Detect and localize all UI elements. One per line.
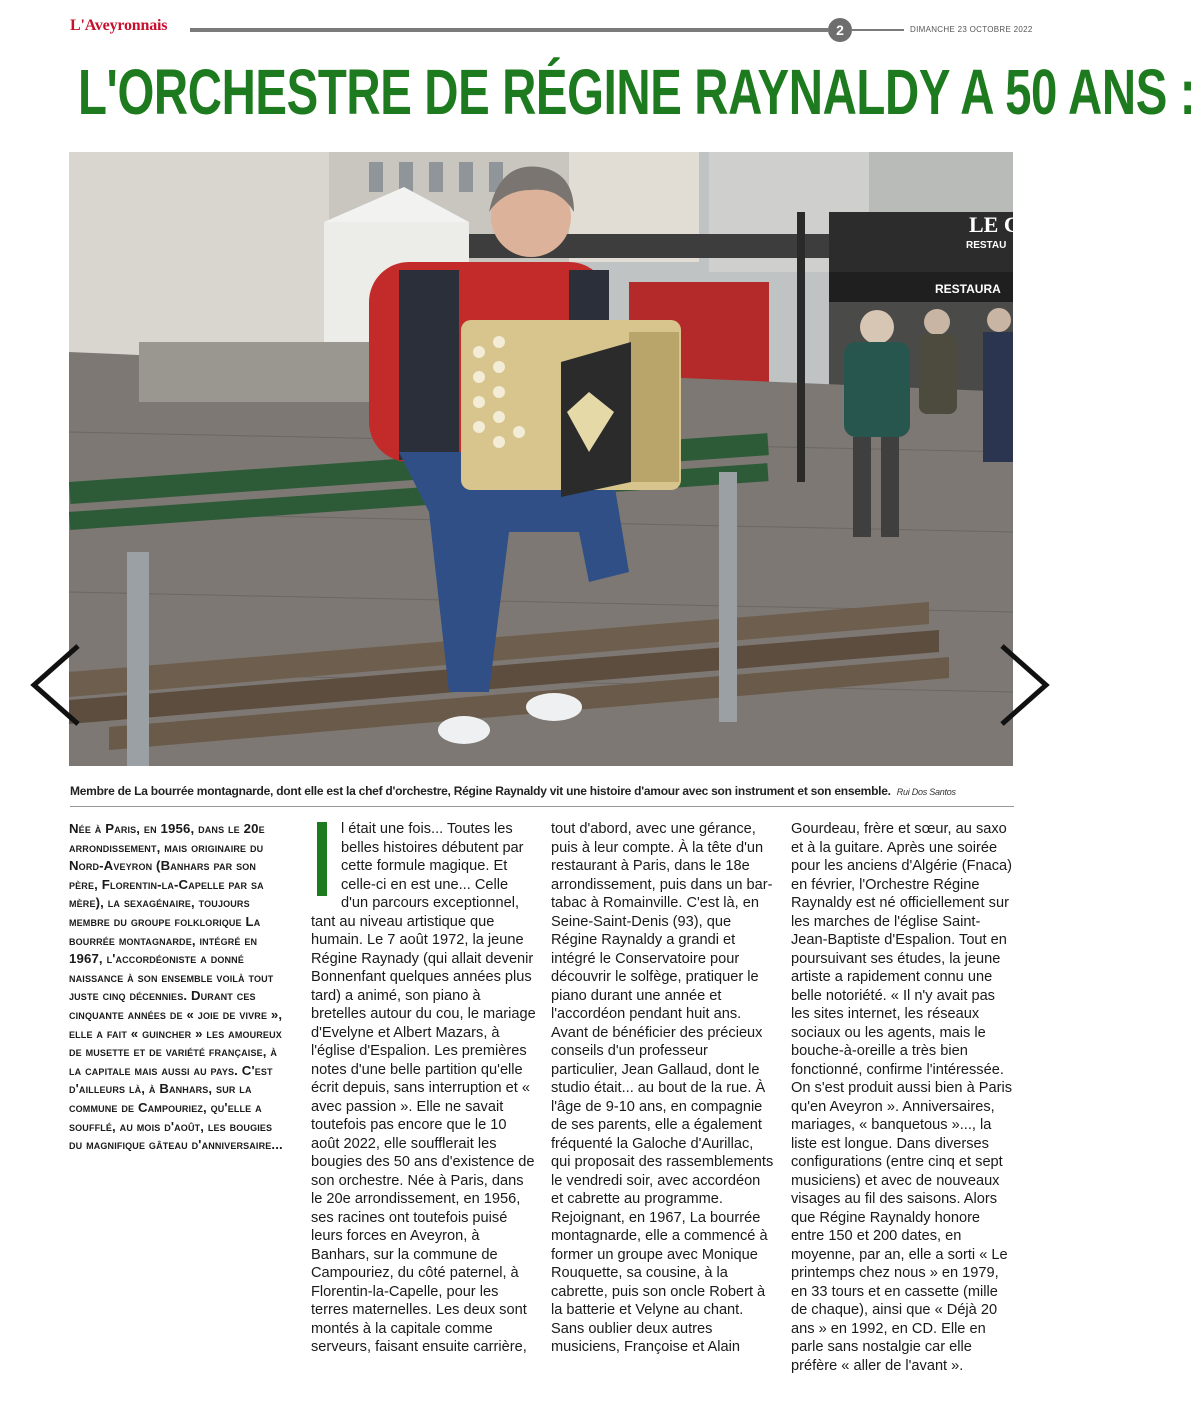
article-title: L'ORCHESTRE DE RÉGINE RAYNALDY A 50 ANS : [78, 56, 1195, 128]
drop-cap-bar [317, 822, 327, 896]
article-photo[interactable] [69, 152, 1020, 766]
caption-text: Membre de La bourrée montagnarde, dont elle est la chef d'orchestre, Régine Raynaldy vit une histoire d'amour avec son instrument et son ensemble. [70, 784, 891, 798]
page-header [0, 0, 1080, 50]
photo-credit: Rui Dos Santos [896, 787, 956, 797]
column-4-text: Gourdeau, frère et sœur, au saxo et à la guitare. Après une soirée pour les anciens d'Algérie (Fnaca) en février, l'Orchestre Régine Raynaldy est né officiellement sur les marches de l'église Saint-Jean-Baptiste d'Espalion. Tout en poursuivant ses études, la jeune artiste a rapidement connu une belle notoriété. « Il n'y avait pas les sites internet, les réseaux sociaux ou les agents, mais le bouche-à-oreille a très bien fonctionné, confirme l'intéressée. On s'est produit aussi bien à Paris qu'en Aveyron ». Anniversaires, mariages, « banquetous »..., la liste est longue. Dans diverses configurations (entre cinq et sept musiciens) et avec de nouveaux visages au fil des saisons. Alors que Régine Raynaldy honore entre 150 et 200 dates, en moyenne, par an, elle a sorti « Le printemps chez nous » en 1979, en 33 tours et en cassette (mille de chaque), ainsi que « Déjà 20 ans » en 1992, en CD. Elle en parle sans nostalgie car elle préfère « aller de l'avant ». [791, 821, 1012, 1374]
sign-text-1: LE C [969, 212, 1020, 237]
header-rule [190, 28, 828, 32]
issue-date: DIMANCHE 23 OCTOBRE 2022 [910, 25, 1033, 34]
sign-text-2: RESTAU [966, 240, 1007, 251]
photo-caption [70, 784, 1014, 798]
page-number-badge: 2 [828, 18, 852, 42]
article-column-3 [551, 820, 775, 1357]
article-lead [69, 820, 284, 1155]
article-column-4 [791, 820, 1016, 1375]
sign-text-3: RESTAURA [935, 282, 1001, 296]
newspaper-brand[interactable]: L'Aveyronnais [70, 17, 168, 34]
next-arrow-icon[interactable] [996, 640, 1056, 730]
column-3-text: tout d'abord, avec une gérance, puis à leur compte. À la tête d'un restaurant à Paris, dans le 18e arrondissement, puis dans un bar-tabac à Romainville. C'est là, en Seine-Saint-Denis (93), que Régine Raynaldy a grandi et intégré le Conservatoire pour découvrir le solfège, pratiquer le piano durant une année et l'accordéon pendant huit ans. Avant de bénéficier des précieux conseils d'un professeur particulier, Jean Gallaud, dont le studio était... au bout de la rue. À l'âge de 9-10 ans, en compagnie de ses parents, elle a également fréquenté la Galoche d'Aurillac, qui proposait des rassemblements le vendredi soir, avec accordéon et cabrette au programme. Rejoignant, en 1967, La bourrée montagnarde, elle a commencé à former un groupe avec Monique Rouquette, sa cousine, à la cabrette, puis son oncle Robert à la batterie et Velyne au chant. Sans oublier deux autres musiciens, Françoise et Alain [551, 821, 774, 1355]
column-2-text: l était une fois... Toutes les belles histoires débutent par cette formule magique. Et celle-ci en est une... Celle d'un parcours exceptionnel, tant au niveau artistique que humain. Le 7 août 1972, la jeune Régine Raynady (qui allait devenir Bonnenfant quelques années plus tard) a animé, son piano à bretelles autour du cou, le mariage d'Evelyne et Albert Mazars, à l'église d'Espalion. Les premières notes d'une belle partition qu'elle écrit depuis, sans interruption et « avec passion ». Elle ne savait toutefois pas encore que le 10 août 2022, elle soufflerait les bougies des 50 ans d'existence de son orchestre. Née à Paris, dans le 20e arrondissement, en 1956, ses racines ont toutefois puisé leurs forces en Aveyron, à Banhars, sur la commune de Campouriez, du côté paternel, à Florentin-la-Capelle, pour les terres maternelles. Les deux sont montés à la capitale comme serveurs, faisant ensuite carrière, [311, 821, 536, 1355]
previous-arrow-icon[interactable] [24, 640, 84, 730]
caption-rule [70, 806, 1014, 807]
lead-text: Née à Paris, en 1956, dans le 20e arrondissement, mais originaire du Nord-Aveyron (Banhars par son père, Florentin-la-Capelle par sa mère), la sexagénaire, toujours membre du groupe folklorique La bourrée montagnarde, intégré en 1967, l'accordéoniste a donné naissance à son ensemble voilà tout juste cinq décennies. Durant ces cinquante années de « joie de vivre », elle a fait « guincher » les amoureux de musette et de variété française, à la capitale mais aussi au pays. C'est d'ailleurs là, à Banhars, sur la commune de Campouriez, qu'elle a soufflé, au mois d'août, les bougies du magnifique gâteau d'anniversaire... [69, 821, 283, 1153]
article-column-2 [311, 820, 536, 1357]
photo-illustration [69, 152, 1020, 766]
header-rule-right [852, 29, 904, 31]
